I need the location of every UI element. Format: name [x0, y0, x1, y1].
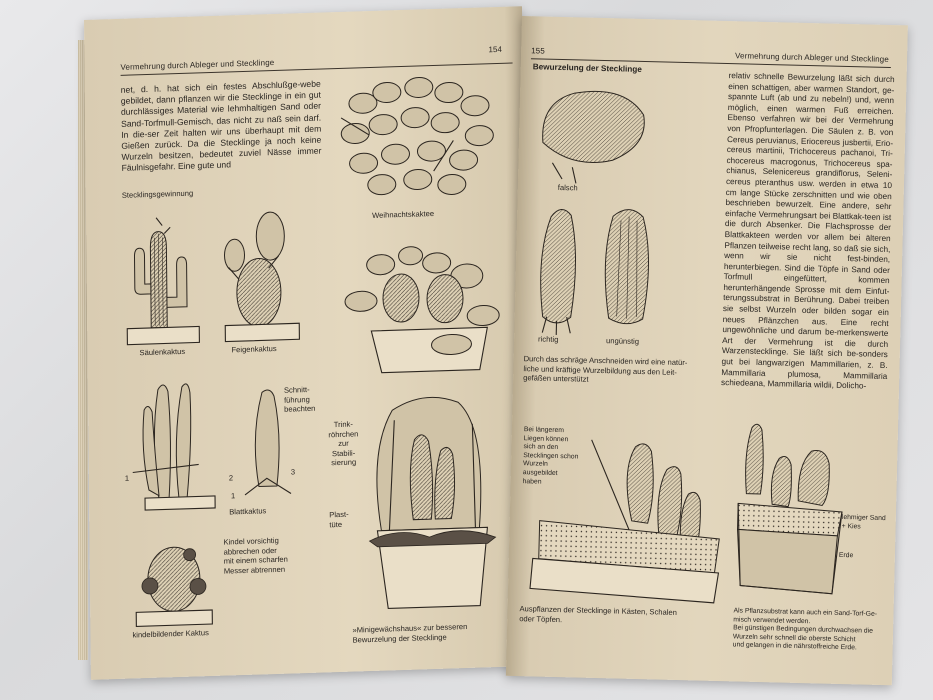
blattkaktus-illustration	[128, 378, 229, 511]
caption-laengerem-liegen: Bei längerem Liegen können sich an den Stecklingen schon Wurzeln ausgebildet haben	[522, 426, 579, 486]
weihnachtskaktee-illustration	[333, 69, 505, 224]
opuntia-pot-illustration	[340, 231, 511, 376]
right-page-number: 155	[531, 46, 545, 56]
caption-falsch: falsch	[557, 182, 578, 193]
number-2: 2	[228, 473, 234, 483]
feigenkaktus-illustration	[218, 195, 306, 346]
minigewaechshaus-illustration	[358, 387, 510, 612]
caption-erde: Erde	[838, 551, 854, 560]
left-page	[84, 6, 529, 680]
caption-minigewaechshaus: »Minigewächshaus« zur besseren Bewurzelung der Stecklinge	[352, 621, 468, 645]
number-1b: 1	[230, 491, 236, 501]
caption-schnittfuehrung: Schnitt- führung beachten	[283, 384, 316, 414]
richtig-unguenstig-illustration	[528, 196, 671, 339]
substrat-topf-illustration	[730, 413, 875, 606]
subheading-bewurzelung: Bewurzelung der Stecklinge	[532, 62, 643, 74]
right-body-text: relativ schnelle Bewurzelung läßt sich durch einen schattigen, aber warmen Standort, ge-spannte Luft (ab und zu nebeln!) und, wenn möglich, einen warmen Fuß erreichen. Ebenso verfahren wir bei der Vermehrung von Pfropfunterlagen. Die Säulen z. B. von Cereus peruvianus, Eriocereus jusbertii, Erio-cereus martinii, Trichocereus pachanoi, Tri-chocereus macrogonus, Trichocereus spa-chianus, Selenicereus grandiflorus, Seleni-cereus pteranthus usw. werden in etwa 10 cm lange Stücke zerschnitten und wie oben beschrieben bewurzelt. Eine andere, sehr einfache Vermehrungsart bei Blattkak-teen ist die durch Absenker. Die Flachsprosse der Blattkakteen werden vor allem bei älteren Pflanzen teilweise recht lang, so daß sie sich, wenn wir sie nicht fest-binden, herunterbiegen. Sind die Töpfe in Sand oder Torfmull eingefüttert, kommen herunterhängende Sprosse mit dem Einfut-terungssubstrat in Berührung. Dabei treiben sie selbst Wurzeln oder bilden sogar ein neues Pflänzchen aus. Eine recht ungewöhnliche und darum be-merkenswerte Art der Vermehrung ist die durch Warzenstecklinge. Sie läßt sich be-sonders gut bei langwarzigen Mammillarien, z. B. Mammillaria plumosa, Mammillaria schiedeana, Mammillaria wildii, Dolicho-	[720, 71, 895, 391]
kasten-illustration	[518, 408, 733, 613]
kindel-kaktus-illustration	[129, 526, 220, 629]
number-3: 3	[290, 467, 296, 477]
left-page-number: 154	[488, 44, 503, 55]
left-body-text: net, d. h. hat sich ein festes Abschlußge-webe gebildet, dann pflanzen wir die Stecklinge in ein gut durchlässiges Material wie lehmhaltigen Sand oder Sand-Torfmull-Gemisch, das nicht zu naß sein darf. In die-ser Zeit halten wir uns überhaupt mit dem Gießen zurück. Da die Stecklinge ja noch keine Wurzeln besitzen, bedeutet zuviel Nässe immer Fäulnisgefahr. Eine gute und	[120, 78, 322, 174]
caption-richtig: richtig	[538, 334, 559, 344]
number-1: 1	[124, 473, 130, 483]
caption-plasttuete: Plast- tüte	[329, 509, 349, 529]
caption-blattkaktus: Blattkaktus	[229, 506, 267, 517]
right-running-head: Vermehrung durch Ableger und Stecklinge	[734, 51, 889, 64]
falsch-cutting-illustration	[532, 82, 654, 185]
caption-lehmiger-sand: lehmiger Sand + Kies	[841, 513, 886, 531]
section-label: Stecklingsgewinnung	[121, 188, 194, 200]
right-page	[506, 16, 908, 685]
caption-saeulenkaktus: Säulenkaktus	[139, 346, 186, 358]
caption-kindel: kindelbildender Kaktus	[132, 628, 209, 640]
saeulenkaktus-illustration	[126, 206, 207, 348]
caption-weihnachtskaktee: Weihnachtskaktee	[372, 209, 435, 220]
left-running-head: Vermehrung durch Ableger und Stecklinge	[120, 58, 275, 72]
caption-pflanzsubstrat: Als Pflanzsubstrat kann auch ein Sand-Torf-Ge- misch verwendet werden. Bei günstigen Bedingungen durchwachsen die Wurzeln sehr schnell die oberste Schicht und gelangen in die nährstoffreiche Erde.	[732, 607, 878, 652]
caption-unguenstig: ungünstig	[605, 336, 640, 346]
caption-feigenkaktus: Feigenkaktus	[231, 343, 277, 355]
caption-trinkroehrchen: Trink- röhrchen zur Stabili- sierung	[328, 419, 359, 468]
caption-kindel-note: Kindel vorsichtig abbrechen oder mit einem scharfen Messer abtrennen	[223, 535, 288, 576]
caption-auspflanzen: Auspflanzen der Stecklinge in Kästen, Schalen oder Töpfen.	[519, 604, 678, 624]
caption-schraeg-anschneiden: Durch das schräge Anschneiden wird eine natür- liche und kräftige Wurzelbildung aus den Leit- gefäßen unterstützt	[523, 354, 688, 384]
